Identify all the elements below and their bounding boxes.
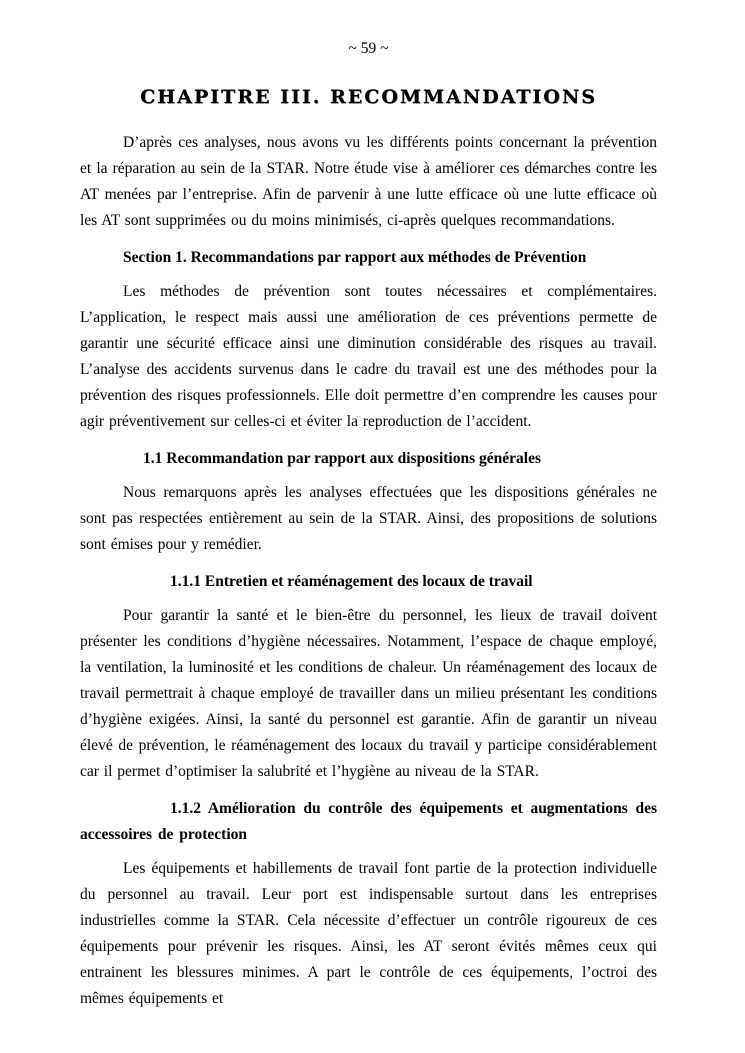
paragraph-1-1-2: Les équipements et habillements de travail font partie de la protection individuelle du personnel au travail. Leur port est indispensable surtout dans les entreprises industrielles comme la STAR. Cela nécessite d’effectuer un contrôle rigoureux de ces équipements pour prévenir les risques. Ainsi, les AT seront évités mêmes ceux qui entrainent les blessures minimes. A part le contrôle de ces équipements, l’octroi des mêmes équipements et	[80, 860, 657, 1007]
paragraph-1-1: Nous remarquons après les analyses effectuées que les dispositions générales ne sont pas respectées entièrement au sein de la STAR. Ainsi, des propositions de solutions sont émises pour y remédier.	[80, 484, 657, 553]
heading-1-1-2: 1.1.2 Amélioration du contrôle des équipements et augmentations des accessoires de protection	[80, 800, 657, 843]
heading-1-1-1: 1.1.1 Entretien et réaménagement des locaux de travail	[170, 573, 533, 590]
heading-1-1: 1.1 Recommandation par rapport aux dispositions générales	[143, 450, 541, 467]
section-1-paragraph: Les méthodes de prévention sont toutes nécessaires et complémentaires. L’application, le respect mais aussi une amélioration de ces préventions permette de garantir une sécurité efficace ainsi une diminution considérable des risques au travail. L’analyse des accidents survenus dans le cadre du travail est une des méthodes pour la prévention des risques professionnels. Elle doit permettre d’en comprendre les causes pour agir préventivement sur celles-ci et éviter la reproduction de l’accident.	[80, 283, 657, 430]
paragraph-1-1-1: Pour garantir la santé et le bien-être du personnel, les lieux de travail doivent présenter les conditions d’hygiène nécessaires. Notamment, l’espace de chaque employé, la ventilation, la luminosité et les conditions de chaleur. Un réaménagement des locaux de travail permettrait à chaque employé de travailler dans un milieu présentant les conditions d’hygiène exigées. Ainsi, la santé du personnel est garantie. Afin de garantir un niveau élevé de prévention, le réaménagement des locaux du travail y participe considérablement car il permet d’optimiser la salubrité et l’hygiène au niveau de la STAR.	[80, 607, 657, 780]
chapter-title: CHAPITRE III. RECOMMANDATIONS	[140, 86, 597, 108]
page-number: ~ 59 ~	[348, 40, 389, 57]
section-1-heading: Section 1. Recommandations par rapport aux méthodes de Prévention	[123, 249, 587, 266]
intro-paragraph: D’après ces analyses, nous avons vu les différents points concernant la prévention et la réparation au sein de la STAR. Notre étude vise à améliorer ces démarches contre les AT menées par l’entreprise. Afin de parvenir à une lutte efficace où une lutte efficace où les AT sont supprimées ou du moins minimisés, ci-après quelques recommandations.	[80, 134, 657, 229]
